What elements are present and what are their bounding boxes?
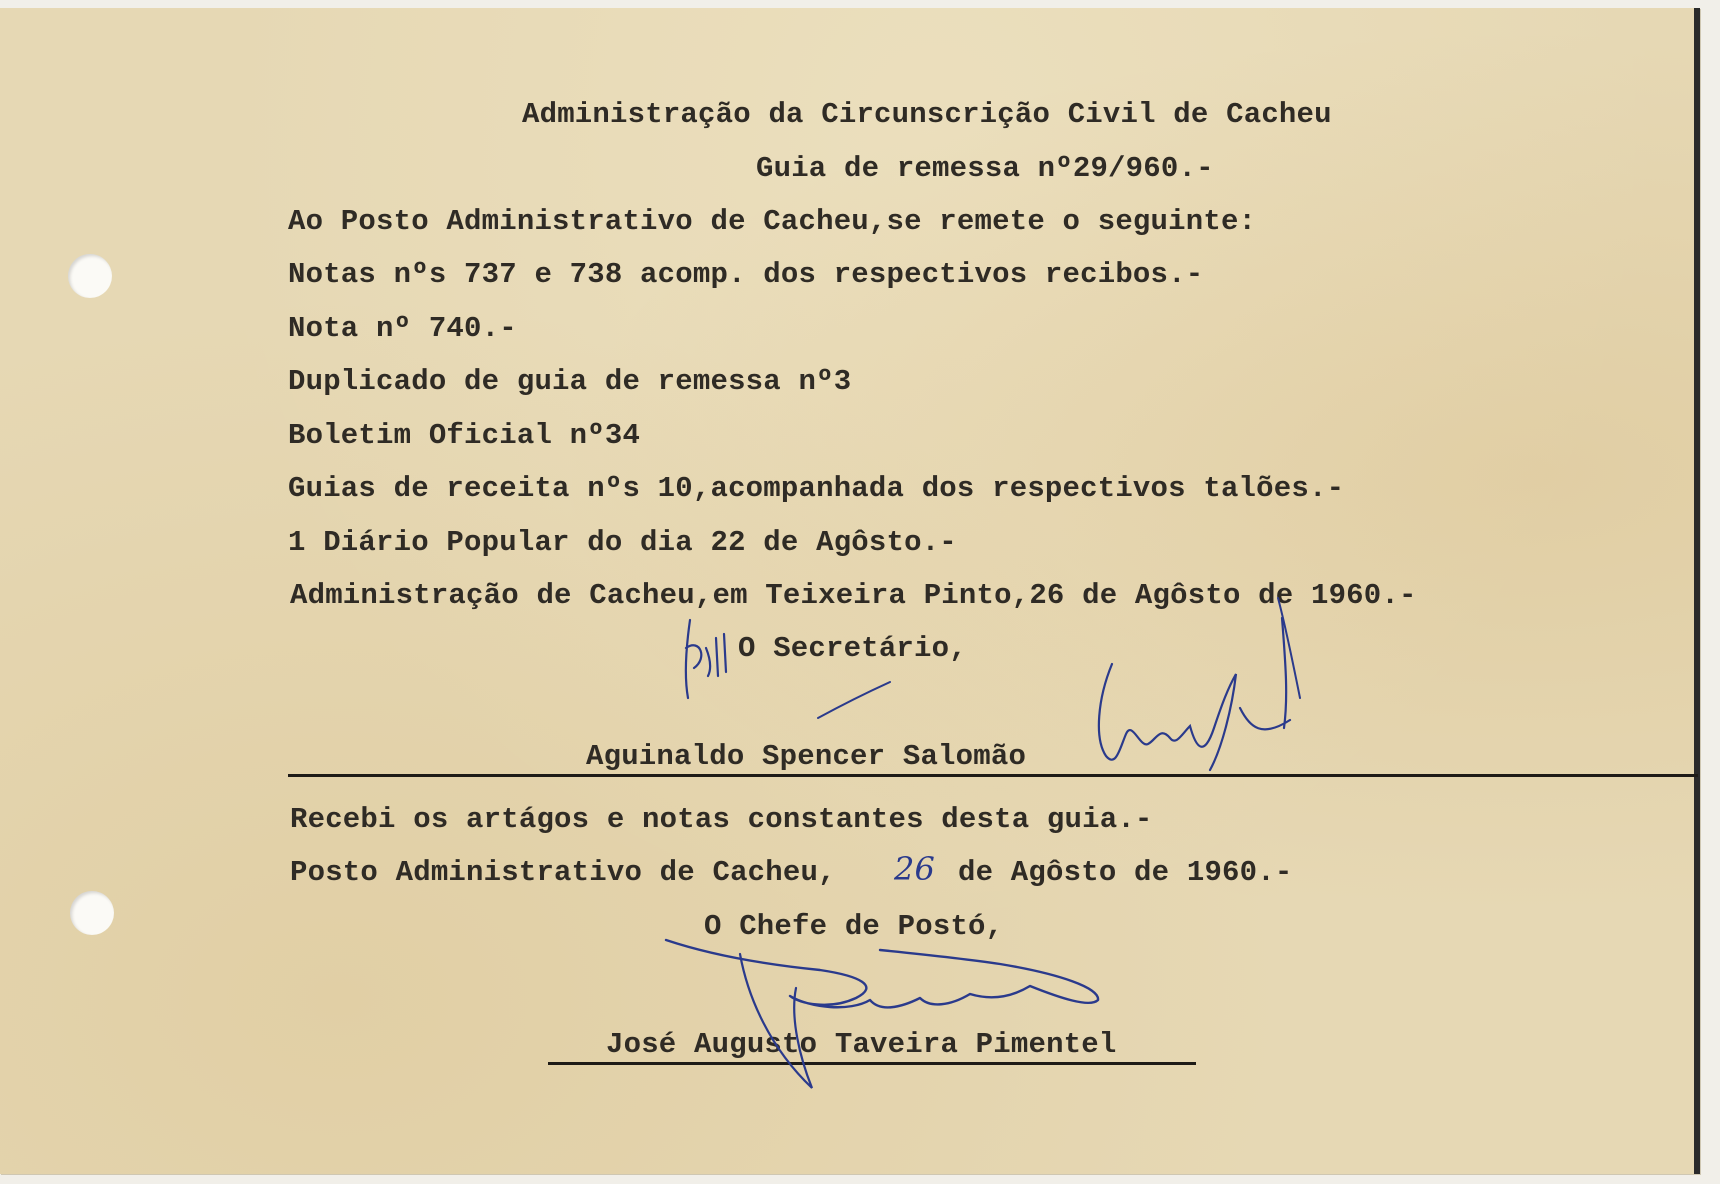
secretary-signature-stroke [1278,598,1300,698]
chief-name: José Augusto Taveira Pimentel [606,1028,1117,1061]
secretary-initial-signature [686,620,726,698]
handwriting-layer [0,8,1700,1174]
receipt-statement: Recebi os artágos e notas constantes desta guia.- [290,803,1153,836]
chief-signature-loop [740,954,812,1088]
secretary-title: O Secretário, [738,632,967,665]
secretary-name: Aguinaldo Spencer Salomão [586,740,1027,773]
handwritten-day: 26 [894,850,936,888]
list-item: Duplicado de guia de remessa nº3 [288,365,852,398]
chief-signature [666,940,1098,1007]
document-sheet [0,8,1700,1174]
list-item: 1 Diário Popular do dia 22 de Agôsto.- [288,526,957,559]
ink-dash [818,682,890,718]
list-item: Notas nºs 737 e 738 acomp. dos respectivos recibos.- [288,258,1204,291]
list-item: Nota nº 740.- [288,312,517,345]
list-item: Guias de receita nºs 10,acompanhada dos respectivos talões.- [288,472,1345,505]
receipt-place: Posto Administrativo de Cacheu, [290,856,836,889]
list-item: Boletim Oficial nº34 [288,419,641,452]
chief-title: O Chefe de Postó, [704,910,1004,943]
guide-number: Guia de remessa nº29/960.- [756,152,1214,185]
secretary-signature [1099,618,1290,770]
place-date-line: Administração de Cacheu,em Teixeira Pinto,26 de Agôsto de 1960.- [290,579,1417,612]
intro-line: Ao Posto Administrativo de Cacheu,se remete o seguinte: [288,205,1257,238]
receipt-date: de Agôsto de 1960.- [958,856,1293,889]
document-header: Administração da Circunscrição Civil de Cacheu [522,98,1332,131]
